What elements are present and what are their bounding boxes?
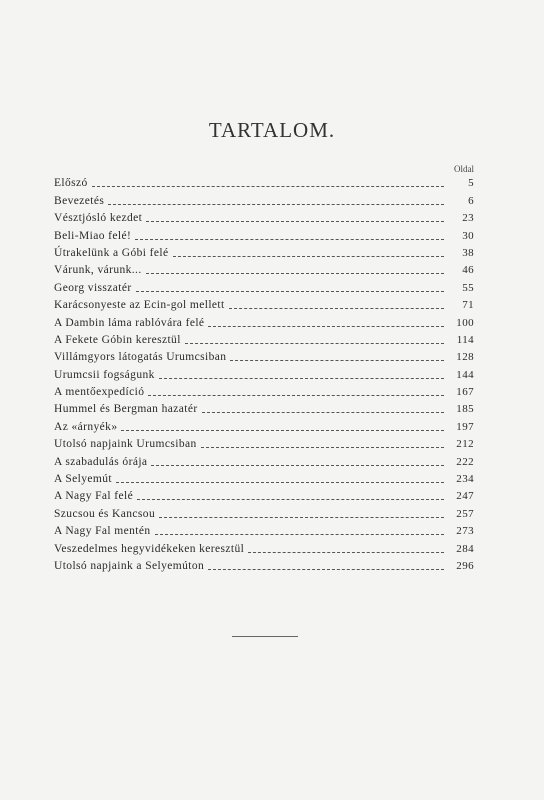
toc-entry (54, 486, 474, 503)
page-column-header: Oldal (454, 164, 474, 174)
dot-leader (202, 412, 444, 413)
dot-leader (155, 534, 444, 535)
toc-entry-page: 284 (456, 542, 474, 555)
toc-entry-title: A Fekete Góbin keresztül (54, 333, 181, 346)
toc-entry (54, 382, 474, 399)
dot-leader (159, 378, 444, 379)
toc-entry-title: Az «árnyék» (54, 420, 118, 433)
dot-leader (108, 204, 444, 205)
toc-entry-title: Vésztjósló kezdet (54, 212, 143, 225)
page-title: TARTALOM. (208, 118, 336, 142)
toc-entry-title: Hummel és Bergman hazatér (54, 403, 198, 416)
toc-entry-page: 167 (456, 386, 474, 399)
dot-leader (248, 552, 444, 553)
toc-entry-page: 71 (462, 299, 474, 312)
toc-entry-title: Urumcsii fogságunk (54, 368, 155, 381)
table-of-contents (54, 173, 474, 573)
dot-leader (116, 482, 444, 483)
toc-entry-page: 100 (456, 316, 474, 329)
toc-entry-title: Utolsó napjaink Urumcsiban (54, 438, 197, 451)
toc-entry (54, 469, 474, 486)
dot-leader (137, 499, 444, 500)
toc-entry (54, 399, 474, 416)
toc-entry-page: 55 (462, 281, 474, 294)
dot-leader (148, 395, 444, 396)
toc-entry (54, 190, 474, 207)
toc-entry (54, 243, 474, 260)
dot-leader (92, 186, 444, 187)
toc-entry (54, 312, 474, 329)
decorative-rule (232, 636, 298, 637)
toc-entry-title: Beli-Miao felé! (54, 229, 132, 242)
toc-entry (54, 260, 474, 277)
dot-leader (135, 239, 444, 240)
toc-entry (54, 538, 474, 555)
dot-leader (151, 465, 444, 466)
dot-leader (159, 517, 444, 518)
toc-entry-title: Útrakelünk a Góbi felé (54, 246, 169, 259)
toc-entry-page: 114 (456, 333, 474, 346)
toc-entry-page: 197 (456, 420, 474, 433)
toc-entry-page: 257 (456, 507, 474, 520)
toc-entry (54, 173, 474, 190)
toc-entry-title: Veszedelmes hegyvidékeken keresztül (54, 542, 245, 555)
toc-entry (54, 416, 474, 433)
toc-entry-page: 38 (462, 246, 474, 259)
toc-entry-title: Szucsou és Kancsou (54, 507, 156, 520)
toc-entry (54, 451, 474, 468)
toc-entry-page: 296 (456, 559, 474, 572)
toc-entry-page: 234 (456, 473, 474, 486)
toc-entry-title: A szabadulás órája (54, 455, 148, 468)
toc-entry-page: 128 (456, 351, 474, 364)
toc-entry-page: 247 (456, 490, 474, 503)
toc-entry-title: A Dambin láma rablóvára felé (54, 316, 205, 329)
toc-entry-title: Georg visszatér (54, 281, 132, 294)
toc-entry-page: 273 (456, 525, 474, 538)
toc-entry (54, 208, 474, 225)
dot-leader (201, 447, 444, 448)
dot-leader (208, 569, 444, 570)
toc-entry (54, 277, 474, 294)
toc-entry-title: A Nagy Fal mentén (54, 525, 151, 538)
toc-entry-title: Előszó (54, 177, 88, 190)
toc-entry-title: Villámgyors látogatás Urumcsiban (54, 351, 227, 364)
dot-leader (185, 343, 444, 344)
toc-entry (54, 347, 474, 364)
toc-entry-title: Bevezetés (54, 194, 105, 207)
dot-leader (121, 430, 444, 431)
toc-entry-page: 185 (456, 403, 474, 416)
toc-entry (54, 521, 474, 538)
dot-leader (173, 256, 445, 257)
toc-entry (54, 364, 474, 381)
dot-leader (208, 326, 444, 327)
toc-entry-title: A Nagy Fal felé (54, 490, 134, 503)
toc-entry-page: 23 (462, 212, 474, 225)
toc-entry-page: 5 (468, 177, 474, 190)
toc-entry (54, 295, 474, 312)
toc-entry (54, 503, 474, 520)
toc-entry (54, 434, 474, 451)
dot-leader (229, 308, 444, 309)
toc-entry (54, 225, 474, 242)
dot-leader (146, 221, 444, 222)
toc-entry-page: 212 (456, 438, 474, 451)
toc-entry (54, 556, 474, 573)
toc-entry-title: A Selyemút (54, 473, 112, 486)
dot-leader (230, 360, 444, 361)
toc-entry-page: 222 (456, 455, 474, 468)
toc-entry-page: 6 (468, 194, 474, 207)
dot-leader (146, 273, 444, 274)
toc-entry-title: Karácsonyeste az Ecin-gol mellett (54, 299, 225, 312)
dot-leader (136, 291, 444, 292)
toc-entry-title: Várunk, várunk... (54, 264, 142, 277)
toc-entry-title: A mentőexpedíció (54, 386, 145, 399)
toc-entry-title: Utolsó napjaink a Selyemúton (54, 559, 205, 572)
toc-entry-page: 144 (456, 368, 474, 381)
toc-entry-page: 46 (462, 264, 474, 277)
toc-entry-page: 30 (462, 229, 474, 242)
toc-entry (54, 330, 474, 347)
